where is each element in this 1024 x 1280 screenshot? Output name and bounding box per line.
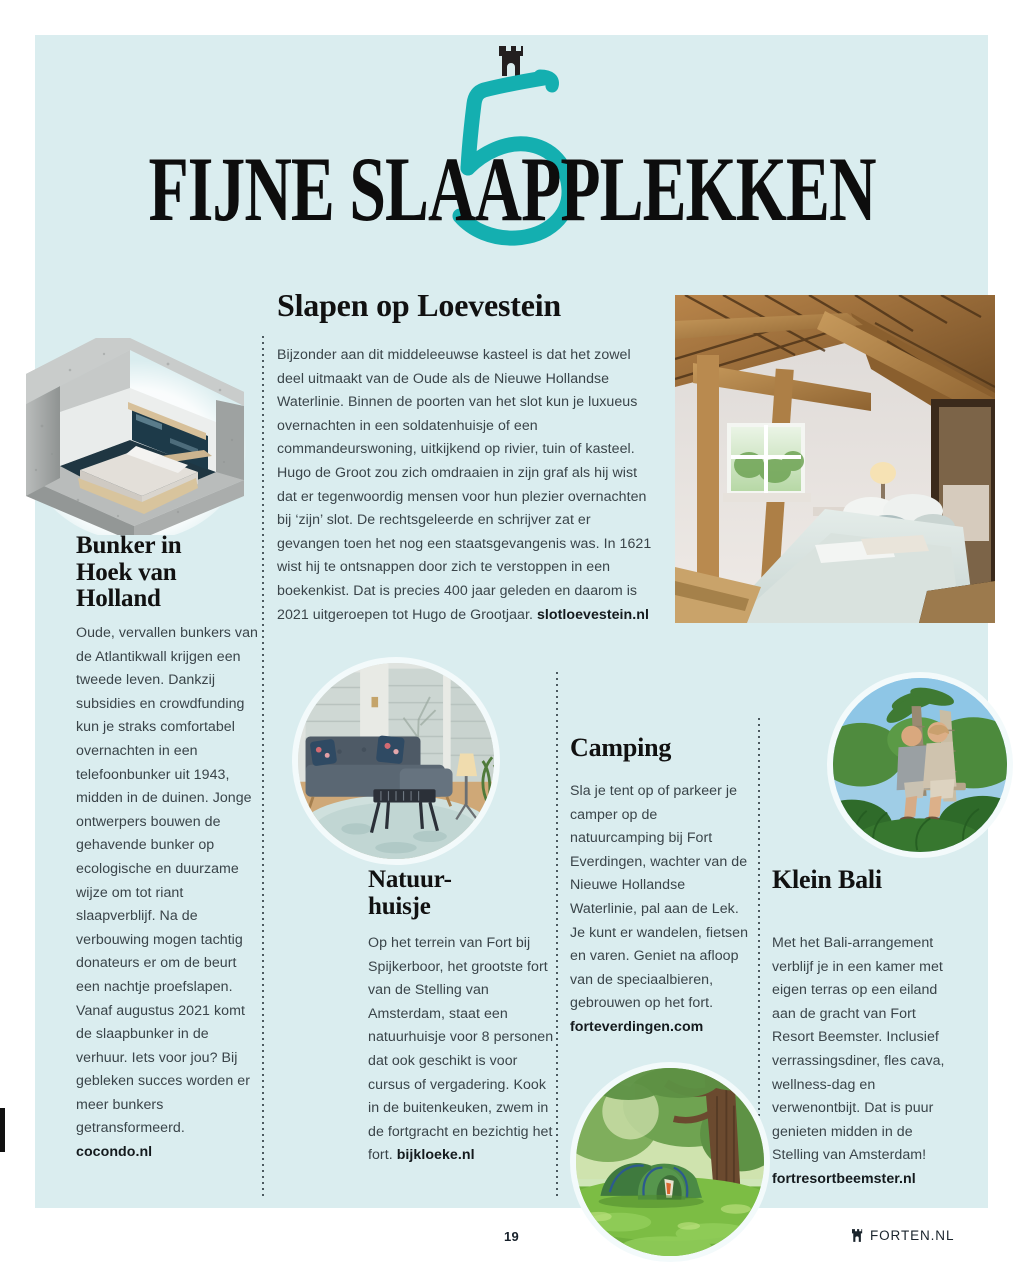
loevestein-link[interactable]: slotloevestein.nl xyxy=(536,606,649,623)
camping-link[interactable]: forteverdingen.com xyxy=(570,1018,704,1035)
footer-brand-label: FORTEN.NL xyxy=(870,1228,955,1243)
bunker-body-text: Oude, vervallen bunkers van de Atlantikwall krijgen een tweede leven. Dankzij subsidies en crowdfunding kun je straks comfortabel overnachten in een telefoonbunker uit 1943, midden in de duinen. Jonge ontwerpers bouwen de gehavende bunker op ecologische en duurzame wijze om tot riant slaapverblijf. Na de verbouwing mogen tachtig donateurs er om de beurt een nachtje proefslapen. Vanaf augustus 2021 komt de slaapbunker in de verhuur. Iets voor jou? Bij gebleken succes worden er meer bunkers getransformeerd. xyxy=(76,625,258,1137)
kleinbali-link[interactable]: fortresortbeemster.nl xyxy=(772,1170,916,1187)
bunker-title-line-3: Holland xyxy=(76,585,161,612)
bleed-registration-mark xyxy=(0,1108,5,1152)
section-title-loevestein: Slapen op Loevestein xyxy=(277,287,562,323)
section-body-bunker xyxy=(76,622,258,1165)
column-divider-2 xyxy=(556,672,558,1196)
section-body-loevestein xyxy=(277,344,655,627)
camping-body-text: Sla je tent op of parkeer je camper op de natuurcamping bij Fort Everdingen, wachter van de Nieuwe Hollandse Waterlinie, pal aan de Lek. Je kunt er wandelen, fietsen en varen. Geniet na afloop van de speciaalbieren, gebrouwen op het fort. xyxy=(570,783,749,1012)
page-number: 19 xyxy=(504,1229,520,1244)
castle-tower-icon xyxy=(499,46,525,76)
section-body-natuurhuisje xyxy=(368,932,554,1168)
section-body-kleinbali xyxy=(772,932,952,1192)
photo-kleinbali-couple-in-garden xyxy=(827,672,1013,858)
bunker-title-line-2: Hoek van xyxy=(76,558,177,586)
section-title-kleinbali: Klein Bali xyxy=(772,865,882,894)
natuurhuisje-link[interactable]: bijkloeke.nl xyxy=(396,1147,475,1164)
kleinbali-body-text: Met het Bali-arrangement verblijf je in een kamer met eigen terras op een eiland aan de gracht van Fort Resort Beemster. Inclusief verrassingsdiner, fles cava, wellness-dag en verwenontbijt. Dat is puur genieten midden in de Stelling van Amsterdam! xyxy=(772,935,945,1164)
bunker-link[interactable]: cocondo.nl xyxy=(76,1144,153,1161)
castle-tower-icon xyxy=(852,1229,863,1242)
section-title-bunker xyxy=(76,533,256,613)
section-title-natuurhuisje xyxy=(368,866,548,920)
section-body-camping xyxy=(570,780,752,1040)
bunker-illustration xyxy=(8,330,258,535)
loevestein-body-text: Bijzonder aan dit middeleeuwse kasteel is dat het zowel deel uitmaakt van de Oude als de Nieuwe Hollandse Waterlinie. Binnen de poorten van het slot kun je luxueus overnachten in een soldatenhuisje of een commandeurswoning, uitkijkend op rivier, tuin of kasteel. Hugo de Groot zou zich omdraaien in zijn graf als hij wist dat er tegenwoordig mensen voor hun plezier overnachten bij ‘zijn’ slot. De rechtsgeleerde en schrijver zat er gevangen toen het nog een staatsgevangenis was. In 1621 wist hij te ontsnappen door zich te verstoppen in een boekenkist. Dat is precies 400 jaar geleden en daarom is 2021 uitgeroepen tot Hugo de Grootjaar. xyxy=(277,347,652,623)
natuurhuisje-body-text: Op het terrein van Fort bij Spijkerboor, het grootste fort van de Stelling van Amsterdam, staat een natuurhuisje voor 8 personen dat ook geschikt is voor cursus of vergadering. Kook in de buitenkeuken, zwem in de fortgracht en bezichtig het fort. xyxy=(368,935,554,1164)
page-title: FIJNE SLAAPPLEKKEN xyxy=(148,139,876,241)
photo-natuurhuisje-living-room xyxy=(292,657,500,865)
bunker-title-line-1: Bunker in xyxy=(76,532,182,559)
masthead xyxy=(0,38,1024,241)
photo-attic-bedroom xyxy=(675,295,995,623)
column-divider-1 xyxy=(262,336,264,1196)
section-title-camping: Camping xyxy=(570,733,672,762)
natuurhuisje-title-line-1: Natuur- xyxy=(368,866,452,893)
footer-brand[interactable] xyxy=(852,1228,954,1243)
photo-camping-tent xyxy=(570,1062,770,1262)
natuurhuisje-title-line-2: huisje xyxy=(368,893,431,920)
